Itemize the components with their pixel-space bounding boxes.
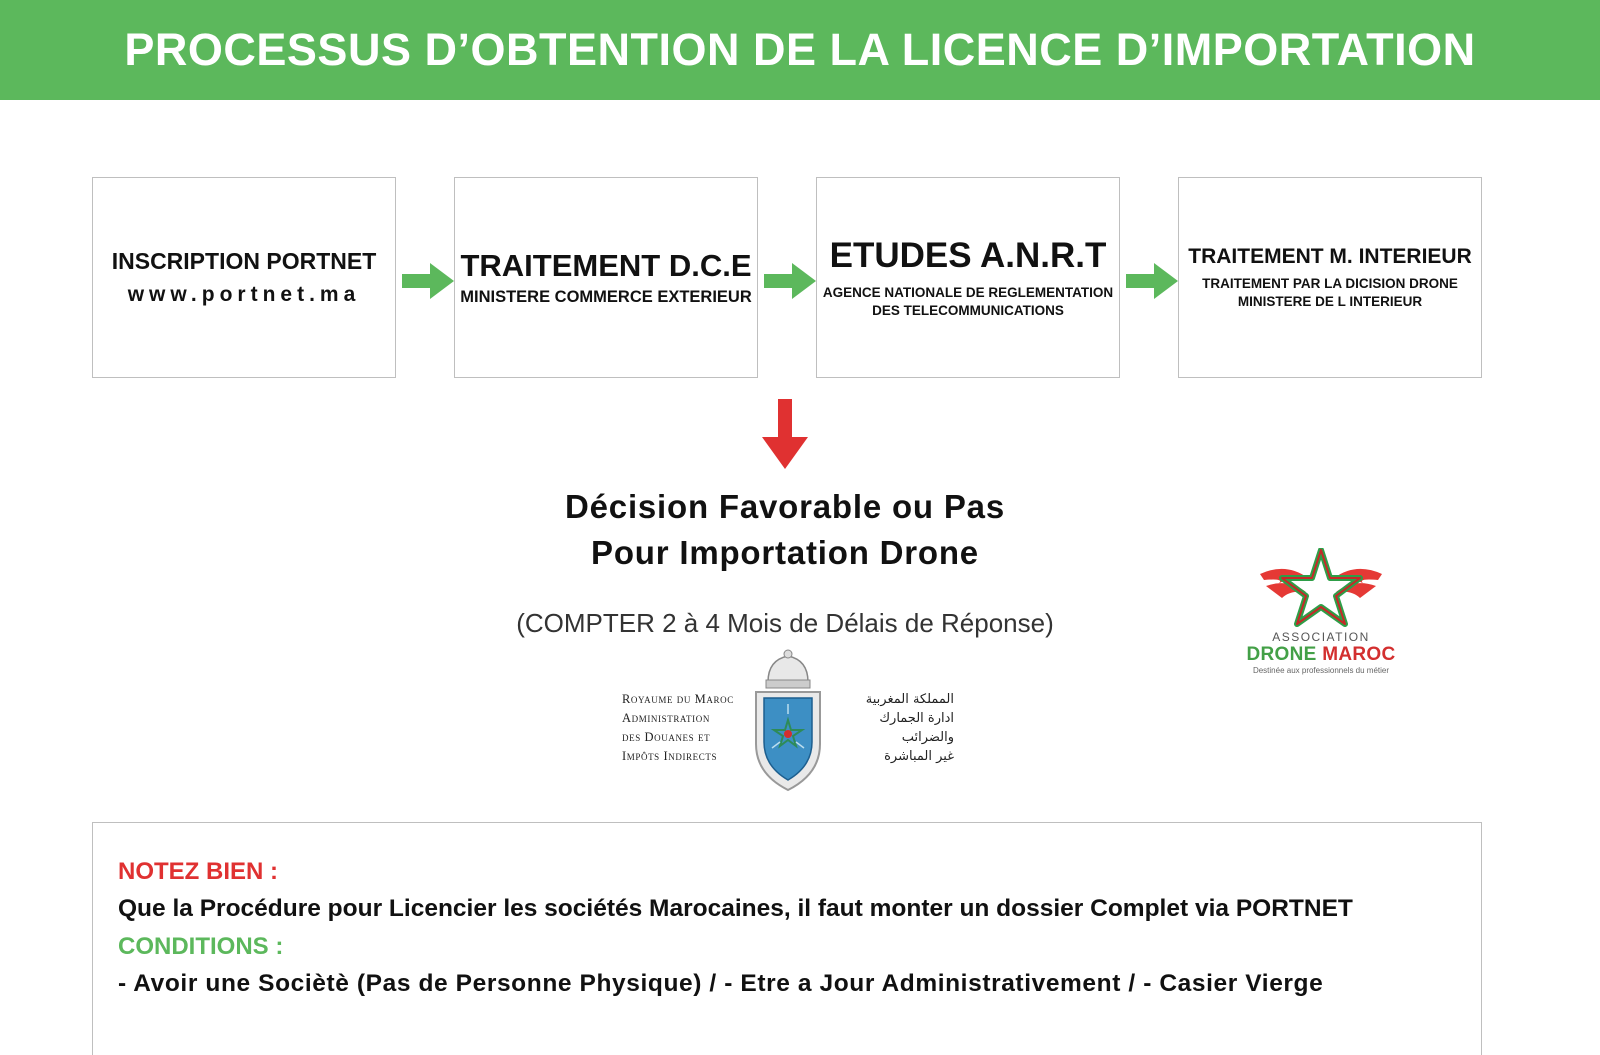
conditions-heading: CONDITIONS : <box>118 933 284 960</box>
note-heading: NOTEZ BIEN : <box>118 858 278 885</box>
arrow-right-icon <box>1126 263 1178 299</box>
conditions-text: - Avoir une Sociètè (Pas de Personne Physique) / - Etre a Jour Administrativement / - Casier Vierge <box>118 970 1324 997</box>
association-logo <box>1226 548 1416 678</box>
customs-logo-french <box>622 690 762 766</box>
step-anrt <box>816 177 1120 378</box>
association-name <box>1226 644 1416 666</box>
logo-text-line: المملكة المغربية <box>865 692 954 707</box>
step-interieur <box>1178 177 1482 378</box>
association-name-part: DRONE <box>1246 644 1317 665</box>
step-subtitle <box>1202 275 1458 311</box>
logo-text-line: والضرائب <box>901 730 954 745</box>
logo-text-line: ادارة الجمارك <box>879 711 954 726</box>
step-portnet <box>92 177 396 378</box>
customs-logo <box>618 648 958 794</box>
logo-text-line: des Douanes et <box>622 730 711 744</box>
delay-note: (COMPTER 2 à 4 Mois de Délais de Réponse) <box>516 608 1054 638</box>
step-subtitle-line: DES TELECOMMUNICATIONS <box>872 302 1064 318</box>
star-wings-icon <box>1256 548 1386 628</box>
arrow-right-icon <box>402 263 454 299</box>
logo-text-line: Administration <box>622 711 710 725</box>
logo-text-line: Impôts Indirects <box>622 749 718 763</box>
association-name-part: MAROC <box>1322 644 1396 665</box>
decision-text <box>400 484 1170 576</box>
logo-text-line: غير المباشرة <box>884 749 954 764</box>
note-text: Que la Procédure pour Licencier les sociétés Marocaines, il faut monter un dossier Complet via PORTNET <box>118 895 1353 922</box>
step-subtitle: www.portnet.ma <box>127 283 361 306</box>
decision-line: Décision Favorable ou Pas <box>565 488 1005 525</box>
association-label: ASSOCIATION <box>1272 630 1370 644</box>
step-title: ETUDES A.N.R.T <box>829 235 1107 275</box>
decision-line: Pour Importation Drone <box>591 534 979 571</box>
note-box <box>92 822 1482 1055</box>
step-subtitle <box>823 284 1113 320</box>
step-subtitle-line: AGENCE NATIONALE DE REGLEMENTATION <box>822 284 1114 300</box>
step-subtitle-line: TRAITEMENT PAR LA DICISION DRONE <box>1202 275 1458 291</box>
step-title: TRAITEMENT M. INTERIEUR <box>1188 244 1472 268</box>
step-dce <box>454 177 758 378</box>
step-title: INSCRIPTION PORTNET <box>111 248 377 274</box>
arrow-down-icon <box>762 399 808 469</box>
arrow-right-icon <box>764 263 816 299</box>
association-tagline: Destinée aux professionnels du métier <box>1252 666 1390 675</box>
step-title: TRAITEMENT D.C.E <box>460 248 752 283</box>
step-subtitle: MINISTERE COMMERCE EXTERIEUR <box>460 288 752 306</box>
header-banner <box>0 0 1600 100</box>
logo-text-line: Royaume du Maroc <box>622 692 734 706</box>
customs-logo-arabic <box>814 690 954 766</box>
page-title: PROCESSUS D’OBTENTION DE LA LICENCE D’IMPORTATION <box>124 24 1476 75</box>
step-subtitle-line: MINISTERE DE L INTERIEUR <box>1237 293 1423 309</box>
